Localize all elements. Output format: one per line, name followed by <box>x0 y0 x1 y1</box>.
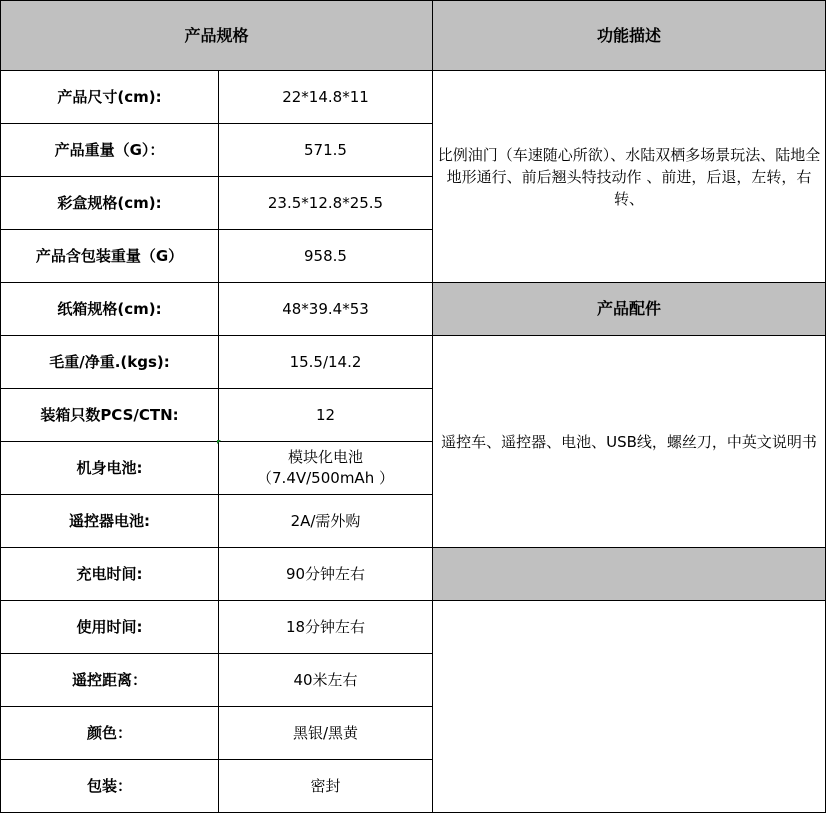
spec-label-gross-net: 毛重/净重.(kgs): <box>0 335 218 388</box>
spec-label-size: 产品尺寸(cm): <box>0 70 218 123</box>
function-description: 比例油门（车速随心所欲）、水陆双栖多场景玩法、陆地全地形通行、前后翘头特技动作 、前进，后退，左转，右转、 <box>432 70 825 282</box>
spec-label-charge-time: 充电时间: <box>0 547 218 600</box>
spec-value-range: 40米左右 <box>218 653 432 706</box>
empty-gray-cell <box>432 547 825 600</box>
spec-label-color: 颜色： <box>0 706 218 759</box>
spec-value-charge-time: 90分钟左右 <box>218 547 432 600</box>
spec-value-weight: 571.5 <box>218 123 432 176</box>
spec-label-remote-battery: 遥控器电池: <box>0 494 218 547</box>
empty-cell <box>432 600 825 812</box>
spec-value-color: 黑银/黑黄 <box>218 706 432 759</box>
spec-label-packed-weight: 产品含包装重量（G） <box>0 229 218 282</box>
spec-label-weight: 产品重量（G）： <box>0 123 218 176</box>
spec-value-size: 22*14.8*11 <box>218 70 432 123</box>
spec-value-packed-weight: 958.5 <box>218 229 432 282</box>
spec-label-carton-size: 纸箱规格(cm): <box>0 282 218 335</box>
spec-label-pcs-ctn: 装箱只数PCS/CTN: <box>0 388 218 441</box>
spec-value-packaging: 密封 <box>218 759 432 812</box>
body-battery-line1: 模块化电池 <box>287 448 363 466</box>
accessories-description: 遥控车、遥控器、电池、USB线，螺丝刀，中英文说明书 <box>432 335 825 547</box>
spec-label-box-size: 彩盒规格(cm): <box>0 176 218 229</box>
spec-value-remote-battery: 2A/需外购 <box>218 494 432 547</box>
accessories-header: 产品配件 <box>432 282 825 335</box>
spec-label-body-battery: 机身电池: <box>0 441 218 494</box>
spec-label-packaging: 包装： <box>0 759 218 812</box>
spec-value-carton-size: 48*39.4*53 <box>218 282 432 335</box>
spec-value-body-battery <box>218 441 432 494</box>
function-header: 功能描述 <box>432 0 825 70</box>
spec-label-range: 遥控距离： <box>0 653 218 706</box>
spec-label-use-time: 使用时间: <box>0 600 218 653</box>
body-battery-line2: （7.4V/500mAh ） <box>257 469 394 487</box>
spec-value-box-size: 23.5*12.8*25.5 <box>218 176 432 229</box>
cell-comment-marker <box>217 440 221 444</box>
spec-value-gross-net: 15.5/14.2 <box>218 335 432 388</box>
spec-header: 产品规格 <box>0 0 432 70</box>
spec-value-pcs-ctn: 12 <box>218 388 432 441</box>
spec-value-use-time: 18分钟左右 <box>218 600 432 653</box>
